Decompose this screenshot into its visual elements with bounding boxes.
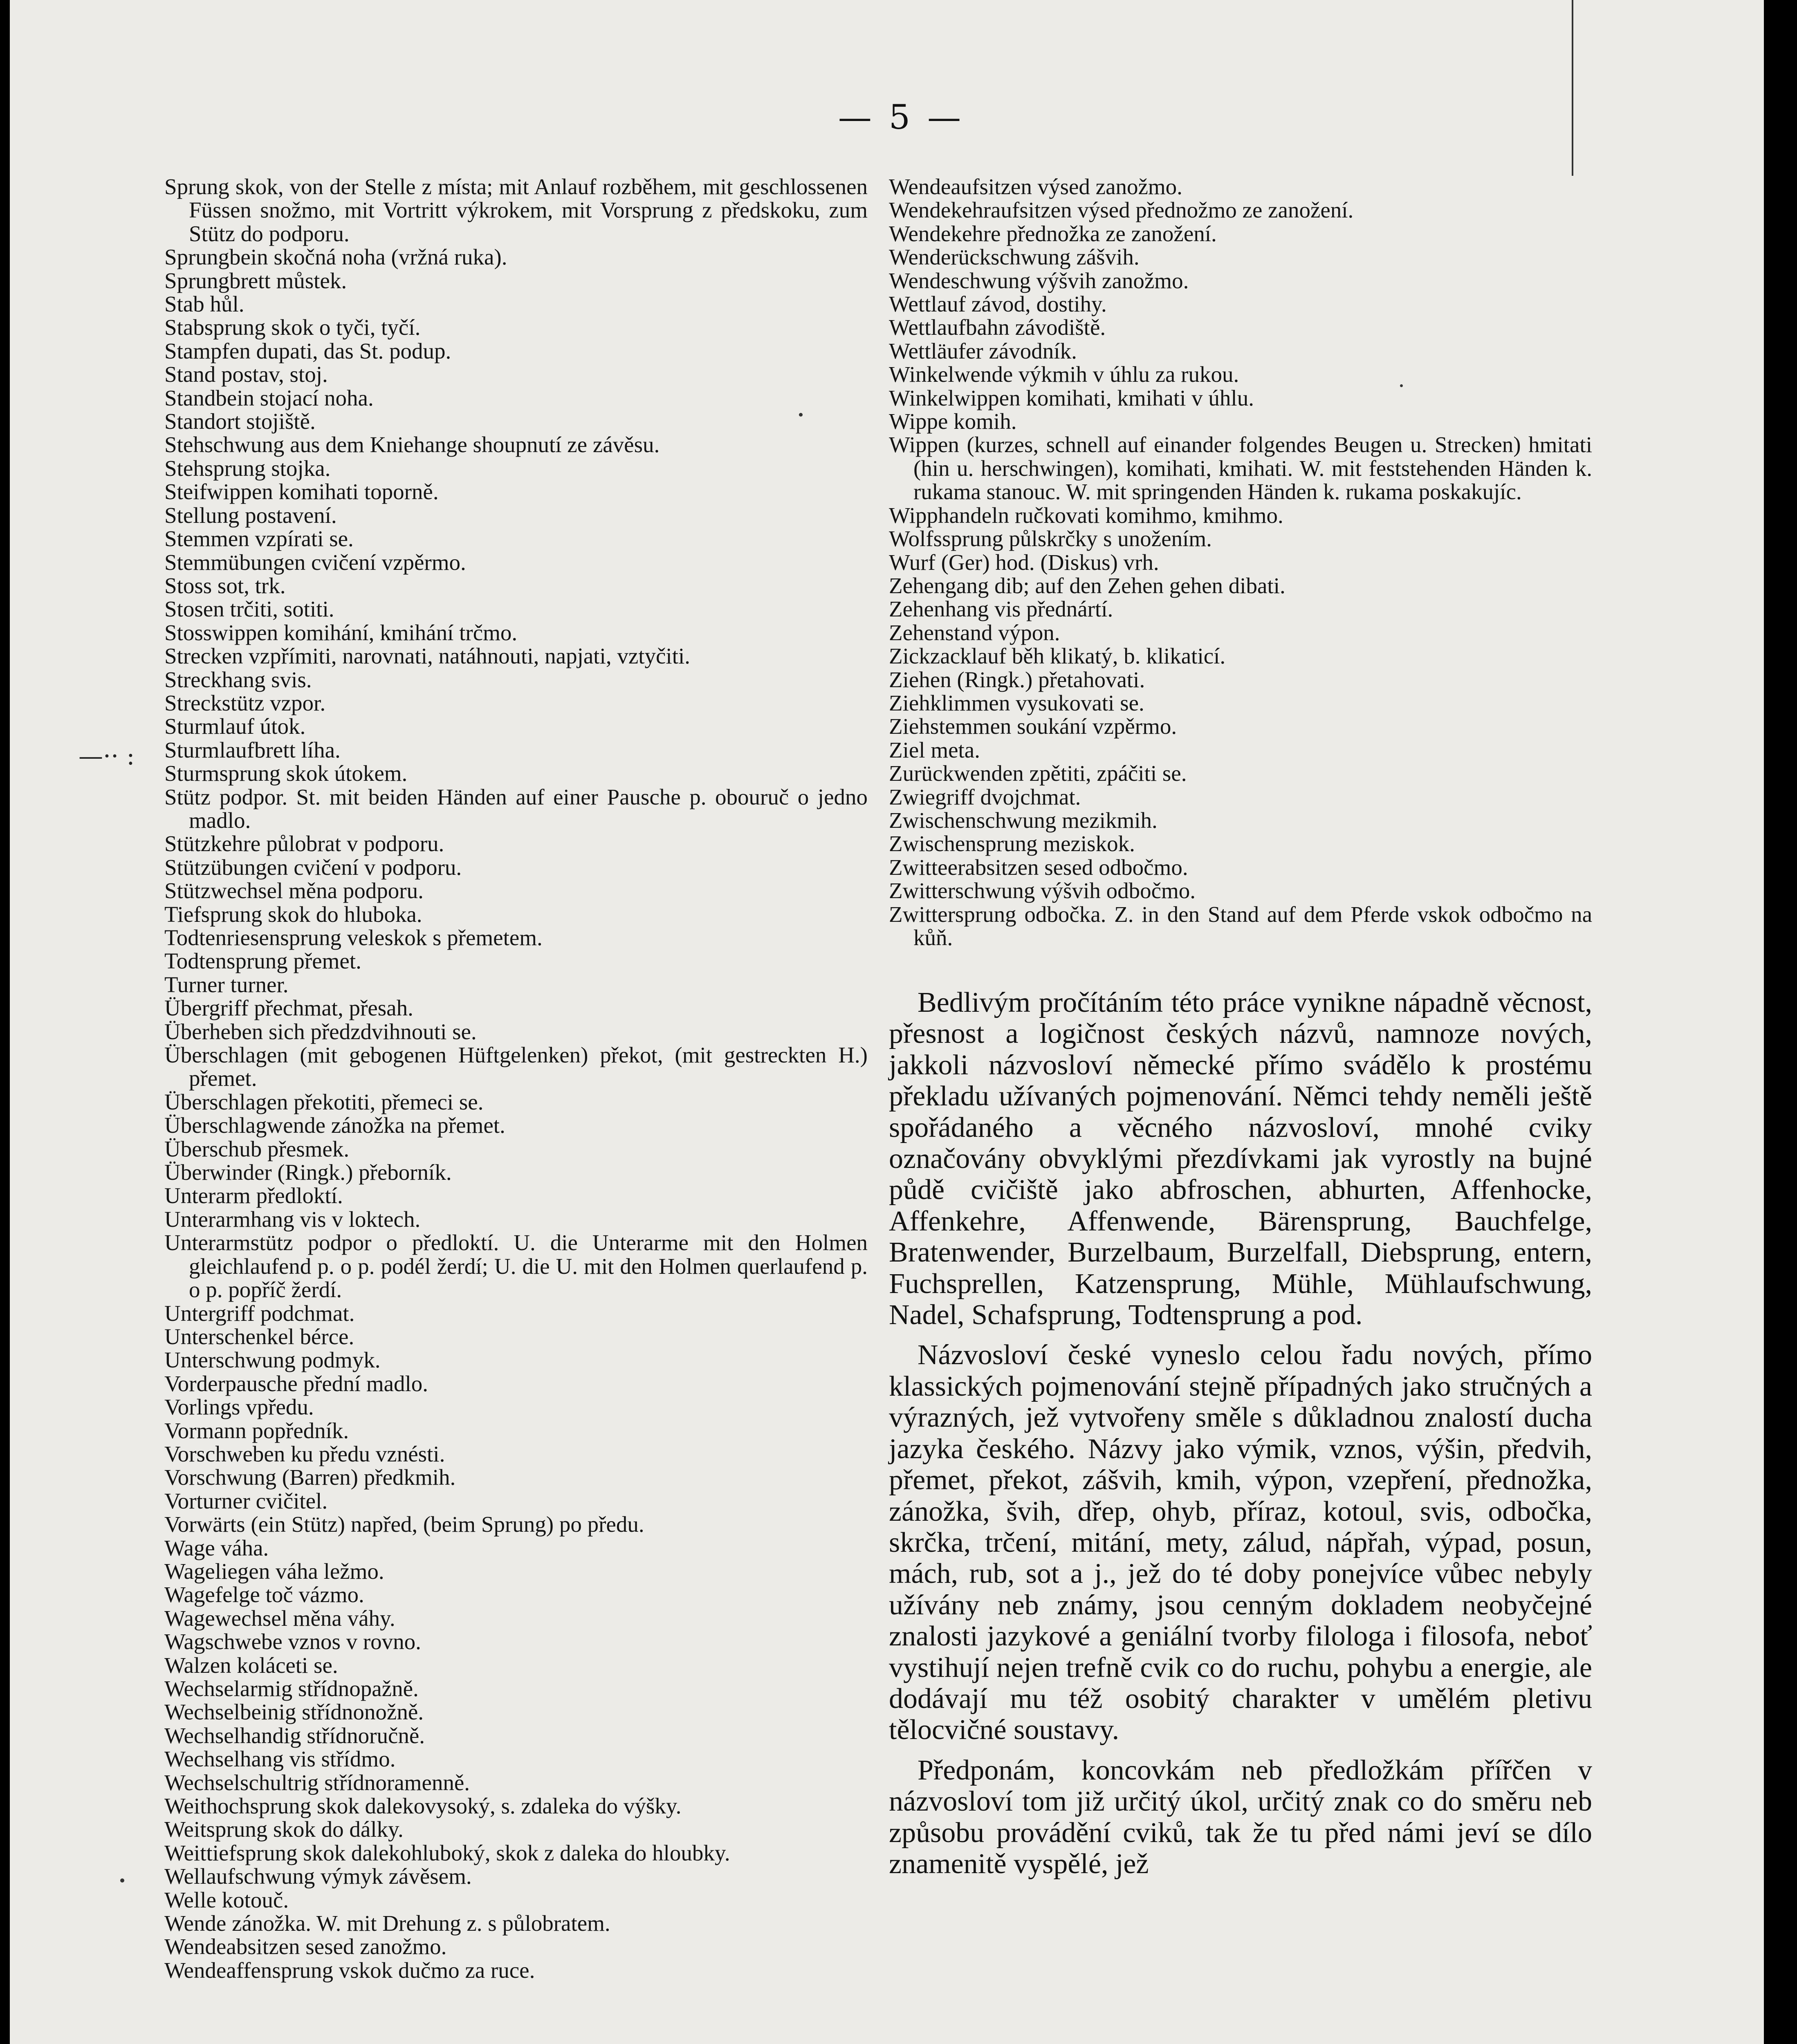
glossary-entry: Wippen (kurzes, schnell auf einander folgendes Beugen u. Strecken) hmitati (hin u. herschwingen), komihati, kmihati. W. mit feststehenden Händen k. rukama stanouc. W. mit springenden Händen k. rukama poskakujíc. xyxy=(889,432,1592,504)
glossary-entry: Ziehklimmen vysukovati se. xyxy=(889,690,1144,715)
glossary-entry: Sprung skok, von der Stelle z místa; mit Anlauf rozběhem, mit geschlossenen Füssen snožmo, mit Vortritt výkrokem, mit Vorsprung z předskoku, zum Stütz do podporu. xyxy=(164,174,868,246)
glossary-entry: Winkelwippen komihati, kmihati v úhlu. xyxy=(889,385,1254,410)
glossary-entry: Stand postav, stoj. xyxy=(164,362,328,387)
glossary-entry: Sturmlauf útok. xyxy=(164,714,306,739)
glossary-entry: Wettlaufbahn závodiště. xyxy=(889,315,1106,340)
glossary-entry: Zurückwenden zpětiti, zpáčiti se. xyxy=(889,761,1187,786)
glossary-entry: Wurf (Ger) hod. (Diskus) vrh. xyxy=(889,549,1159,575)
paragraph-3: Předponám, koncovkám neb předložkám přířčen v názvosloví tom již určitý úkol, určitý znak co do směru neb způsobu provádění cviků, tak že tu před námi jeví se dílo znamenitě vyspělé, jež xyxy=(889,1754,1592,1880)
glossary-entry: Wendeschwung výšvih zanožmo. xyxy=(889,268,1189,293)
glossary-entry: Sturmlaufbrett líha. xyxy=(164,737,341,762)
glossary-entry: Stehsprung stojka. xyxy=(164,455,331,481)
paragraph-2: Názvosloví české vyneslo celou řadu nových, přímo klassických pojmenování stejně případných jako stručných a výrazných, jež vytvořeny směle s důkladnou znalostí ducha jazyka českého. Názvy jako výmik, vznos, výšin, předvih, přemet, překot, zášvih, kmih, výpon, vzepření, přednožka, zánožka, švih, dřep, ohyb, příraz, kotoul, svis, odbočka, skrčka, trčení, mitání, mety, zálud, nápřah, výpad, posun, mách, rub, sot a j., jež do té doby ponejvíce vůbec nebyly užívány neb známy, jsou cenným dokladem neobyčejné znalosti jazykové a geniální tvorby filologa i filosofa, neboť vystihují nejen trefně cvik co do ruchu, pohybu a energie, ale dodávají mu též osobitý charakter v umělém pletivu tělocvičné soustavy. xyxy=(889,1339,1592,1746)
glossary-entry: Sprungbein skočná noha (vržná ruka). xyxy=(164,244,507,270)
glossary-entry: Unterschenkel bérce. xyxy=(164,1324,354,1349)
glossary-entry: Unterarmstütz podpor o předloktí. U. die Unterarme mit den Holmen gleichlaufend p. o p. podél žerdí; U. die U. mit den Holmen querlaufend p. o p. popříč žerdí. xyxy=(164,1230,868,1302)
glossary-entry: Walzen koláceti se. xyxy=(164,1652,338,1678)
glossary-entry: Zickzacklauf běh klikatý, b. klikaticí. xyxy=(889,643,1226,669)
glossary-entry: Übergriff přechmat, přesah. xyxy=(164,995,413,1021)
glossary-entry: Tiefsprung skok do hluboka. xyxy=(164,901,422,927)
glossary-entry: Standbein stojací noha. xyxy=(164,385,374,410)
glossary-entry: Wendeabsitzen sesed zanožmo. xyxy=(164,1934,447,1959)
glossary-entry: Wendekehraufsitzen výsed přednožmo ze zanožení. xyxy=(889,197,1354,223)
glossary-entry: Vorlings vpředu. xyxy=(164,1394,314,1420)
glossary-entry: Streckstütz vzpor. xyxy=(164,690,326,715)
glossary-entry: Überschlagen (mit gebogenen Hüftgelenken) překot, (mit gestreckten H.) přemet. xyxy=(164,1042,868,1091)
glossary-entry: Wechselarmig střídnopažně. xyxy=(164,1676,419,1701)
glossary-left-column xyxy=(164,175,868,1982)
glossary-entry: Standort stojiště. xyxy=(164,409,316,434)
glossary-entry: Wendeaffensprung vskok dučmo za ruce. xyxy=(164,1957,535,1983)
glossary-entry: Stabsprung skok o tyči, tyčí. xyxy=(164,315,421,340)
glossary-entry: Weitsprung skok do dálky. xyxy=(164,1817,404,1842)
glossary-entry: Wendeaufsitzen výsed zanožmo. xyxy=(889,174,1182,199)
paragraph-1: Bedlivým pročítáním této práce vynikne nápadně věcnost, přesnost a logičnost českých názvů, namnoze nových, jakkoli názvosloví německé přímo svádělo k prostému překladu užívaných pojmenování. Němci tehdy neměli ještě spořádaného a věcného názvosloví, mnohé cviky označovány obvyklými přezdívkami jak vyrostly na bujné půdě cvičiště jako abfroschen, abhurten, Affenhocke, Affenkehre, Affenwende, Bärensprung, Bauchfelge, Bratenwender, Burzelbaum, Burzelfall, Diebsprung, entern, Fuchsprellen, Katzensprung, Mühle, Mühlaufschwung, Nadel, Schafsprung, Todtensprung a pod. xyxy=(889,987,1592,1331)
glossary-entry: Wagefelge toč vázmo. xyxy=(164,1582,364,1607)
glossary-entry: Wendekehre přednožka ze zanožení. xyxy=(889,221,1217,246)
glossary-entry: Stehschwung aus dem Kniehange shoupnutí ze závěsu. xyxy=(164,432,660,457)
glossary-entry: Wechselschultrig střídnoramenně. xyxy=(164,1770,470,1795)
glossary-entry: Zehengang dib; auf den Zehen gehen dibati. xyxy=(889,573,1285,598)
glossary-entry: Wage váha. xyxy=(164,1535,269,1560)
glossary-entry: Stemmübungen cvičení vzpěrmo. xyxy=(164,549,466,575)
glossary-entry: Stoss sot, trk. xyxy=(164,573,286,598)
glossary-entry: Welle kotouč. xyxy=(164,1887,289,1912)
glossary-entry: Wolfssprung půlskrčky s unožením. xyxy=(889,526,1212,551)
glossary-entry: Wagewechsel měna váhy. xyxy=(164,1605,395,1631)
ink-speck xyxy=(799,413,803,417)
glossary-entry: Streckhang svis. xyxy=(164,667,312,692)
glossary-entry: Todtenriesensprung veleskok s přemetem. xyxy=(164,925,543,950)
glossary-entry: Zwiegriff dvojchmat. xyxy=(889,784,1081,809)
glossary-entry: Strecken vzpřímiti, narovnati, natáhnouti, napjati, vztyčiti. xyxy=(164,643,691,669)
glossary-entry: Stütz podpor. St. mit beiden Händen auf einer Pausche p. obouruč o jedno madlo. xyxy=(164,784,868,833)
glossary-entry: Wettlauf závod, dostihy. xyxy=(889,291,1107,317)
glossary-entry: Wechselhang vis střídmo. xyxy=(164,1746,396,1772)
glossary-entry: Stellung postavení. xyxy=(164,502,337,528)
glossary-entry: Unterschwung podmyk. xyxy=(164,1347,381,1373)
glossary-entry: Vorwärts (ein Stütz) napřed, (beim Sprung) po předu. xyxy=(164,1512,644,1537)
glossary-entry: Stosswippen komihání, kmihání trčmo. xyxy=(164,620,518,645)
glossary-entry: Zwischenschwung mezikmih. xyxy=(889,807,1158,833)
glossary-entry: Zwittersprung odbočka. Z. in den Stand auf dem Pferde vskok odbočmo na kůň. xyxy=(889,901,1592,950)
glossary-entry: Wagschwebe vznos v rovno. xyxy=(164,1629,421,1654)
glossary-entry: Überschlagen překotiti, přemeci se. xyxy=(164,1089,484,1114)
glossary-entry: Überschub přesmek. xyxy=(164,1136,350,1161)
glossary-entry: Wippe komih. xyxy=(889,409,1017,434)
glossary-entry: Stosen trčiti, sotiti. xyxy=(164,596,334,622)
glossary-entry: Sprungbrett můstek. xyxy=(164,268,347,293)
glossary-entry: Zehenhang vis přednártí. xyxy=(889,596,1113,622)
glossary-entry: Sturmsprung skok útokem. xyxy=(164,761,408,786)
glossary-entry: Zehenstand výpon. xyxy=(889,620,1060,645)
ink-speck xyxy=(120,1878,124,1883)
glossary-entry: Zwischensprung meziskok. xyxy=(889,831,1135,856)
glossary-entry: Steifwippen komihati toporně. xyxy=(164,479,439,504)
glossary-entry: Stemmen vzpírati se. xyxy=(164,526,354,551)
glossary-entry: Todtensprung přemet. xyxy=(164,948,361,974)
glossary-entry: Wenderückschwung zášvih. xyxy=(889,244,1140,270)
glossary-entry: Wellaufschwung výmyk závěsem. xyxy=(164,1864,472,1889)
glossary-entry: Unterarmhang vis v loktech. xyxy=(164,1206,421,1232)
glossary-entry: Zwitteerabsitzen sesed odbočmo. xyxy=(889,854,1188,880)
glossary-entry: Vormann popředník. xyxy=(164,1418,349,1443)
glossary-entry: Unterarm předloktí. xyxy=(164,1183,343,1208)
glossary-entry: Ziehen (Ringk.) přetahovati. xyxy=(889,667,1145,692)
glossary-entry: Wende zánožka. W. mit Drehung z. s půlobratem. xyxy=(164,1911,610,1936)
glossary-entry: Weittiefsprung skok dalekohluboký, skok z daleka do hloubky. xyxy=(164,1840,730,1865)
glossary-entry: Stützkehre půlobrat v podporu. xyxy=(164,831,444,856)
glossary-entry: Winkelwende výkmih v úhlu za rukou. xyxy=(889,362,1239,387)
glossary-entry: Stützwechsel měna podporu. xyxy=(164,878,424,903)
glossary-right-column xyxy=(889,175,1592,949)
glossary-entry: Turner turner. xyxy=(164,972,289,997)
margin-pencil-mark: —·· : xyxy=(79,742,135,771)
ink-speck xyxy=(1400,384,1403,387)
glossary-entry: Ziehstemmen soukání vzpěrmo. xyxy=(889,714,1177,739)
glossary-entry: Wechselbeinig střídnonožně. xyxy=(164,1699,424,1725)
glossary-entry: Stützübungen cvičení v podporu. xyxy=(164,854,462,880)
glossary-entry: Wettläufer závodník. xyxy=(889,338,1077,363)
glossary-entry: Stab hůl. xyxy=(164,291,245,317)
glossary-entry: Vorschweben ku předu vznésti. xyxy=(164,1441,445,1466)
glossary-entry: Weithochsprung skok dalekovysoký, s. zdaleka do výšky. xyxy=(164,1793,682,1819)
glossary-entry: Wechselhandig střídnoručně. xyxy=(164,1723,425,1748)
glossary-entry: Überheben sich předzdvihnouti se. xyxy=(164,1019,477,1044)
glossary-entry: Vorturner cvičitel. xyxy=(164,1488,328,1513)
glossary-entry: Vorschwung (Barren) předkmih. xyxy=(164,1465,456,1490)
book-page xyxy=(10,0,1764,2044)
glossary-entry: Zwitterschwung výšvih odbočmo. xyxy=(889,878,1196,903)
edge-line xyxy=(1572,0,1573,176)
commentary-text xyxy=(889,987,1592,1889)
glossary-entry: Stampfen dupati, das St. podup. xyxy=(164,338,451,363)
glossary-entry: Überwinder (Ringk.) přeborník. xyxy=(164,1160,452,1185)
page-number: — 5 — xyxy=(838,98,965,137)
glossary-entry: Untergriff podchmat. xyxy=(164,1300,355,1326)
glossary-entry: Wageliegen váha ležmo. xyxy=(164,1558,384,1584)
glossary-entry: Ziel meta. xyxy=(889,737,980,762)
glossary-entry: Wipphandeln ručkovati komihmo, kmihmo. xyxy=(889,502,1283,528)
glossary-entry: Überschlagwende zánožka na přemet. xyxy=(164,1113,505,1138)
glossary-entry: Vorderpausche přední madlo. xyxy=(164,1371,428,1396)
